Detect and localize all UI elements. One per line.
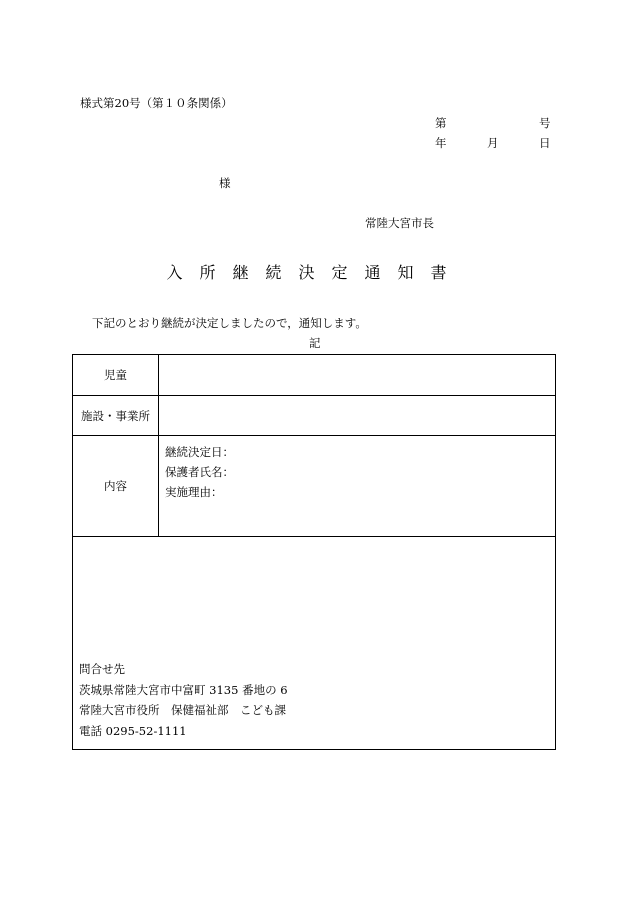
form-table: [72, 354, 556, 750]
contact-address: 茨城県常陸大宮市中富町 3135 番地の 6: [79, 682, 288, 697]
content-row: [73, 436, 555, 537]
number-dai: 第: [435, 116, 447, 130]
content-label: 内容: [73, 436, 159, 536]
content-field[interactable]: [159, 436, 555, 536]
ki-heading: 記: [309, 336, 321, 350]
contact-heading: 問合せ先: [79, 662, 125, 676]
date-month: 月: [487, 136, 499, 150]
child-label: 児童: [73, 355, 159, 395]
issuer: 常陸大宮市長: [365, 216, 434, 230]
reason-label: 実施理由：: [165, 485, 223, 499]
form-number: 様式第20号（第１０条関係）: [80, 96, 233, 110]
date-year: 年: [435, 136, 447, 150]
facility-field[interactable]: [159, 396, 555, 435]
contact-info: [79, 659, 288, 741]
number-go: 号: [539, 116, 551, 130]
facility-label: 施設・事業所: [73, 396, 159, 435]
child-field[interactable]: [159, 355, 555, 395]
guardian-name-label: 保護者氏名：: [165, 465, 234, 479]
child-row: [73, 355, 555, 396]
contact-phone: 電話 0295-52-1111: [79, 723, 187, 738]
addressee-suffix: 様: [219, 176, 231, 190]
date-day: 日: [539, 136, 551, 150]
intro-text: 下記のとおり継続が決定しましたので，通知します。: [92, 316, 367, 330]
facility-row: [73, 396, 555, 436]
continuation-date-label: 継続決定日：: [165, 445, 234, 459]
contact-box: [73, 537, 555, 749]
contact-office: 常陸大宮市役所 保健福祉部 こども課: [79, 703, 286, 717]
document-title: 入所継続決定通知書: [166, 263, 464, 282]
